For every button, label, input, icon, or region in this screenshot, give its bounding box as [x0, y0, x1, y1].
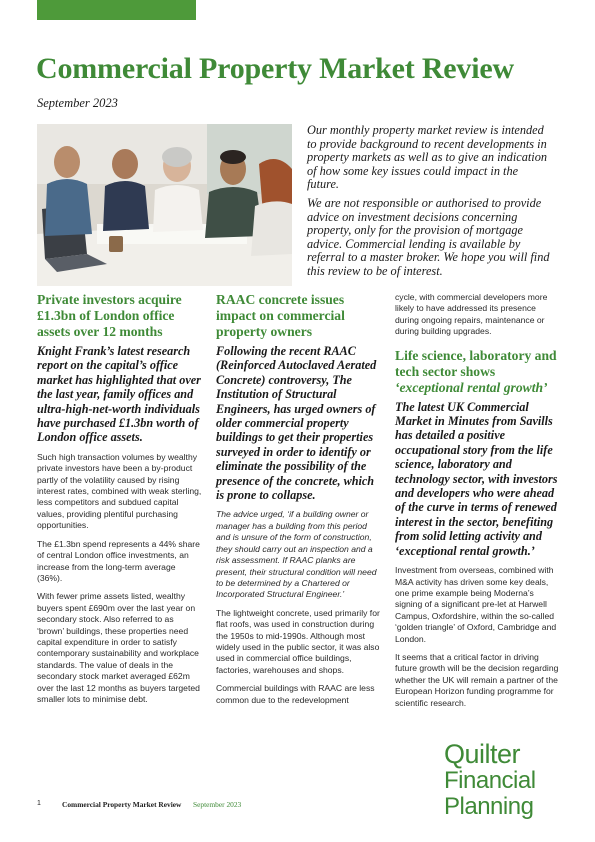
article-heading: Life science, laboratory and tech sector shows: [395, 347, 557, 379]
article-lead: Following the recent RAAC (Reinforced Autoclaved Aerated Concrete) controversy, The Institution of Structural Engineers, has urged owners of older commercial property buildings to get their properties surveyed in order to identify or eliminate the possibility of the presence of the concrete, which is prone to collapse.: [216, 344, 377, 503]
logo-line: Planning: [444, 793, 534, 820]
page-title: Commercial Property Market Review: [36, 52, 514, 85]
article-lead: The latest UK Commercial Market in Minutes from Savills has detailed a positive occupational story from the life science, laboratory and technology sector, with investors and developers who were ahead of the curve in terms of renewed interest in the sector, benefiting from solid letting activity and ‘exceptional rental growth.’: [395, 399, 558, 558]
article-raac-concrete: [216, 292, 381, 706]
intro-paragraph: We are not responsible or authorised to provide advice on investment decisions concerning property, only for the provision of mortgage advice. Commercial lending is available by referral to a master broker. We hope you will find this review to be of interest.: [307, 195, 550, 278]
article-heading: Private investors acquire £1.3bn of London office assets over 12 months: [37, 292, 182, 339]
article-heading-italic: ‘exceptional rental growth’: [395, 379, 548, 395]
logo-line: Quilter: [444, 739, 521, 769]
article-lead: Knight Frank’s latest research report on the capital’s office market has highlighted that over the last year, family offices and ultra-high-net-worth individuals have purchased £1.3bn worth of London office assets.: [37, 344, 201, 445]
meeting-photo-illustration: [37, 124, 292, 286]
article-paragraph: It seems that a critical factor in driving future growth will be the decision regarding whether the UK will remain a partner of the European Horizon funding programme for scientific research.: [395, 651, 559, 708]
top-accent-bar: [37, 0, 196, 20]
article-heading: RAAC concrete issues impact on commercial property owners: [216, 292, 345, 339]
intro-text: [307, 124, 552, 284]
article-paragraph: Commercial buildings with RAAC are less common due to the redevelopment: [216, 683, 375, 705]
article-life-science: [395, 292, 560, 709]
article-paragraph: The £1.3bn spend represents a 44% share of central London office investments, an increase from the long-term average (36%).: [37, 538, 200, 583]
article-private-investors: [37, 292, 202, 705]
article-paragraph: Such high transaction volumes by wealthy private investors have been a by-product partly of the volatility caused by rising interest rates, combined with weak sterling, less competitors and subdued capital values, providing plentiful purchasing opportunities.: [37, 451, 202, 531]
article-paragraph: The lightweight concrete, used primarily for flat roofs, was used in construction during the 1950s to mid-1990s. Although most widely used in the public sector, it was also used in commercial office buildings, factories, warehouses and shops.: [216, 607, 380, 675]
issue-date: September 2023: [37, 96, 118, 110]
logo-line: Financial: [444, 767, 536, 794]
intro-paragraph: Our monthly property market review is intended to provide background to recent developments in property markets as well as to give an indication of how some key issues could impact in the future.: [307, 123, 547, 192]
article-paragraph: With fewer prime assets listed, wealthy buyers spent £690m over the last year on secondary stock. Also referred to as ‘brown’ buildings, these properties need capital expenditure in order to satisfy contemporary sustainability and workplace standards. The value of deals in the secondary stock market averaged £62m over the last 12 months as buyers targeted smaller lots to minimise debt.: [37, 591, 200, 704]
article-continuation: cycle, with commercial developers more likely to have addressed its presence during ongoing repairs, maintenance or during building upgrades.: [395, 292, 548, 337]
article-paragraph: Investment from overseas, combined with M&A activity has driven some key deals, one prime example being Moderna’s signing of a significant pre-let at Harwell Campus, Oxfordshire, within the so-called ‘golden triangle’ of Oxford, Cambridge and London.: [395, 565, 557, 644]
meeting-photo: [37, 124, 292, 286]
footer-title: Commercial Property Market Review: [62, 800, 182, 809]
quilter-logo: [444, 740, 569, 820]
footer-date: September 2023: [193, 800, 242, 809]
page-number: 1: [37, 800, 41, 807]
article-quote: The advice urged, ‘if a building owner or manager has a building from this period and is unsure of the form of construction, they should carry out an inspection and a risk assessment. If RAAC planks are present, their structural condition will need to be determined by a Chartered or Incorporated Structural Engineer.’: [216, 509, 377, 600]
